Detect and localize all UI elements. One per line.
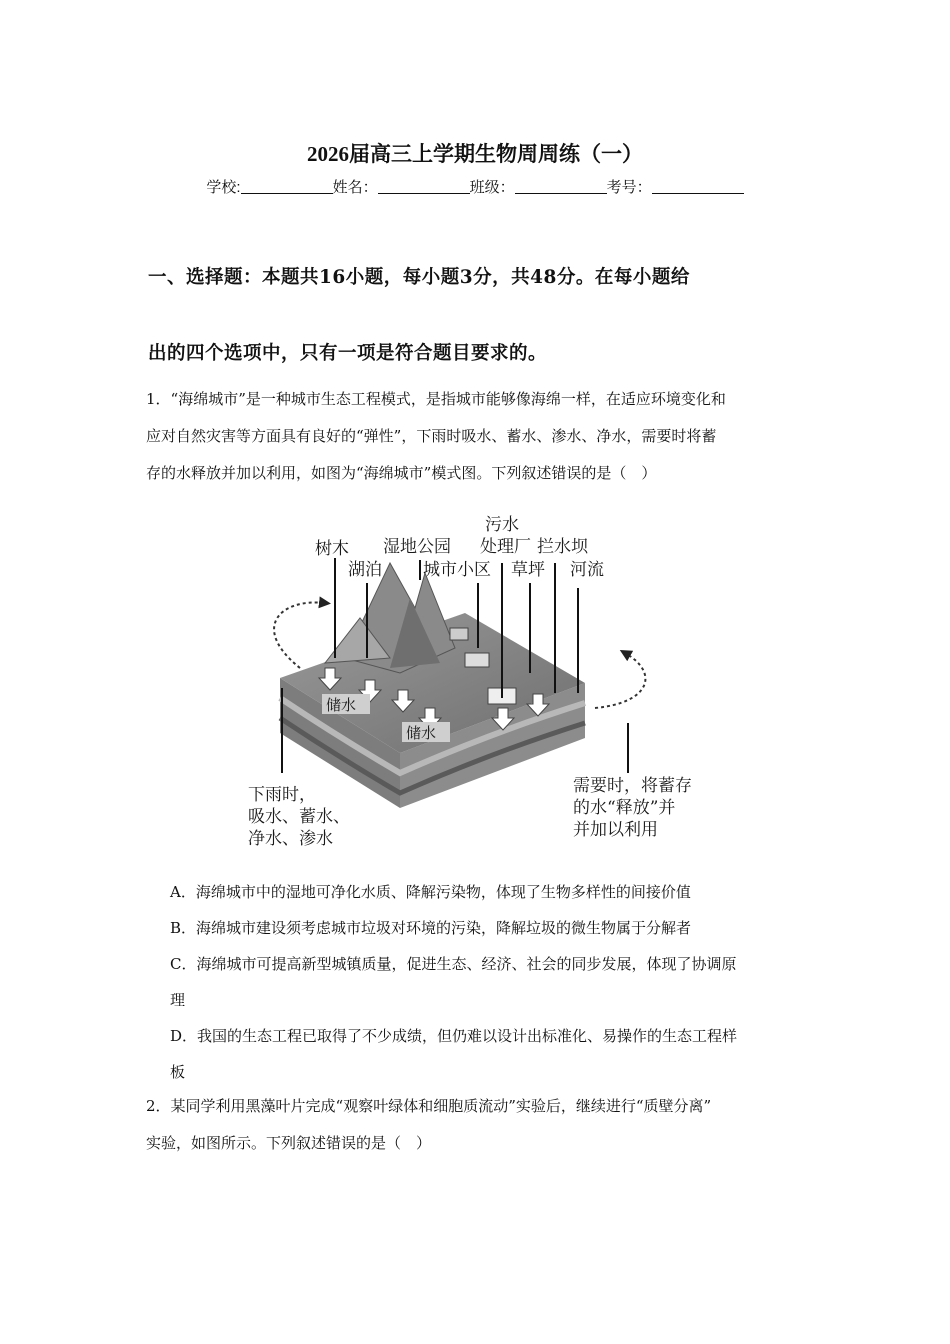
exam-number-blank[interactable] xyxy=(652,179,744,194)
question-2-line: 2．某同学利用黑藻叶片完成“观察叶绿体和细胞质流动”实验后，继续进行“质壁分离” xyxy=(146,1097,712,1115)
release-label-line: 的水“释放”并 xyxy=(573,798,676,818)
sponge-city-diagram xyxy=(240,508,720,858)
release-label-line: 需要时，将蓄存 xyxy=(573,776,692,796)
left-cycle-arrow xyxy=(274,602,325,668)
school-blank[interactable] xyxy=(241,179,333,194)
storage-label-2: 储水 xyxy=(406,724,437,742)
community-label: 城市小区 xyxy=(423,560,491,580)
lake-label: 湖泊 xyxy=(348,560,382,580)
option-d[interactable] xyxy=(170,1018,810,1090)
right-cycle-arrow xyxy=(595,653,645,708)
option-d-line: D．我国的生态工程已取得了不少成绩，但仍难以设计出标准化、易操作的生态工程样 xyxy=(170,1027,738,1045)
page-title: 2026届高三上学期生物周周练（一） xyxy=(307,142,643,166)
school-label: 学校: xyxy=(206,179,241,196)
question-1-line: 1．“海绵城市”是一种城市生态工程模式，是指城市能够像海绵一样，在适应环境变化和 xyxy=(146,390,726,408)
section-heading-line2: 出的四个选项中，只有一项是符合题目要求的。 xyxy=(148,343,548,364)
storage-label-1: 储水 xyxy=(326,696,357,714)
river-label: 河流 xyxy=(570,560,604,580)
question-1-stem xyxy=(146,381,816,492)
section-heading-line1: 一、选择题：本题共16小题，每小题3分，共48分。在每小题给 xyxy=(148,267,690,288)
option-d-line: 板 xyxy=(170,1063,186,1081)
student-info-line xyxy=(0,176,950,197)
rain-label-line: 吸水、蓄水、 xyxy=(248,807,350,827)
question-1-line: 应对自然灾害等方面具有良好的“弹性”，下雨时吸水、蓄水、渗水、净水，需要时将蓄 xyxy=(146,427,717,445)
sponge-city-figure xyxy=(240,508,720,858)
option-c-line: 理 xyxy=(170,991,186,1009)
tree-label: 树木 xyxy=(315,539,349,559)
option-a[interactable]: A．海绵城市中的湿地可净化水质、降解污染物，体现了生物多样性的间接价值 xyxy=(170,883,691,901)
class-label: 班级： xyxy=(469,179,515,196)
class-blank[interactable] xyxy=(515,179,607,194)
rain-label-line: 净水、渗水 xyxy=(248,829,333,849)
question-1-line: 存的水释放并加以利用，如图为“海绵城市”模式图。下列叙述错误的是（ ） xyxy=(146,464,657,482)
name-label: 姓名： xyxy=(332,179,378,196)
dam-label: 拦水坝 xyxy=(537,537,588,557)
sewage-label: 污水 xyxy=(485,515,519,535)
question-2-line: 实验，如图所示。下列叙述错误的是（ ） xyxy=(146,1134,432,1152)
release-label-line: 并加以利用 xyxy=(573,820,658,840)
option-c[interactable] xyxy=(170,946,810,1018)
rain-label-line: 下雨时， xyxy=(248,785,316,805)
option-c-line: C．海绵城市可提高新型城镇质量，促进生态、经济、社会的同步发展，体现了协调原 xyxy=(170,955,737,973)
lawn-label: 草坪 xyxy=(511,560,545,580)
wetland-park-label: 湿地公园 xyxy=(383,537,451,557)
question-2-stem xyxy=(146,1088,816,1162)
treatment-plant-label: 处理厂 xyxy=(480,537,531,557)
name-blank[interactable] xyxy=(378,179,470,194)
exam-number-label: 考号： xyxy=(606,179,652,196)
option-b[interactable]: B．海绵城市建设须考虑城市垃圾对环境的污染，降解垃圾的微生物属于分解者 xyxy=(170,919,692,937)
